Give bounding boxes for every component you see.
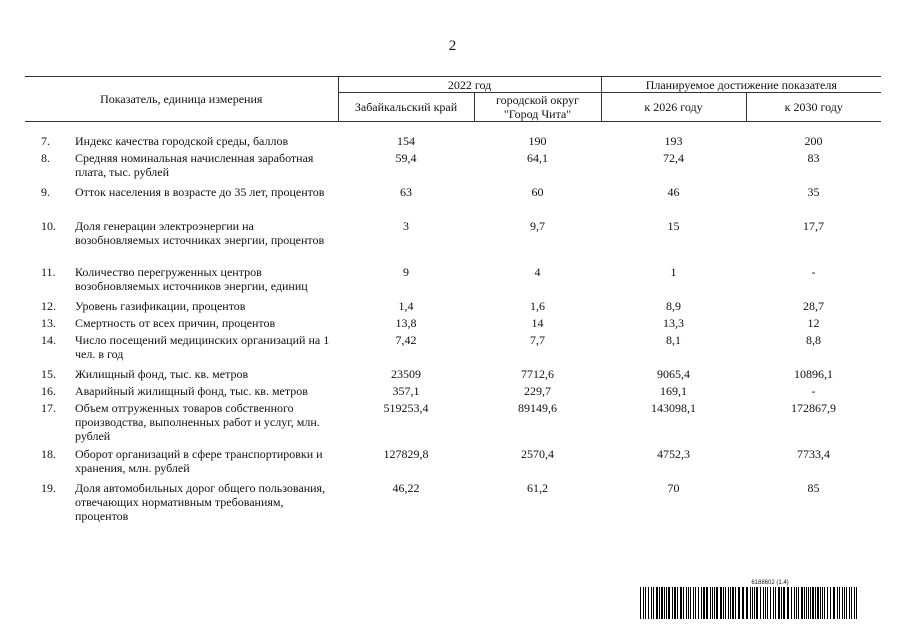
row-value-city: 2570,4 [521, 447, 555, 461]
row-value-2030: 28,7 [803, 299, 825, 313]
row-value-city: 1,6 [530, 299, 546, 313]
row-value-2030: 200 [804, 134, 823, 148]
indicators-table [25, 76, 881, 527]
row-value-2030: 83 [807, 151, 820, 165]
row-value-2030: 85 [807, 481, 820, 495]
table-row [25, 151, 881, 185]
row-value-2030: 17,7 [803, 219, 825, 233]
table-row [25, 367, 881, 384]
row-indicator-name: Число посещений медицинских организаций на 1 чел. в год [75, 333, 330, 361]
row-indicator-name: Аварийный жилищный фонд, тыс. кв. метров [75, 384, 308, 398]
row-value-city: 7,7 [530, 333, 546, 347]
row-value-region: 46,22 [392, 481, 420, 495]
row-value-2026: 9065,4 [657, 367, 691, 381]
barcode-block [640, 580, 860, 619]
row-indicator-name: Отток населения в возрасте до 35 лет, процентов [75, 185, 325, 199]
row-number: 17. [41, 401, 56, 415]
year-2026-column-header: к 2026 году [601, 93, 746, 122]
row-value-city: 4 [534, 265, 541, 279]
row-value-2030: 8,8 [806, 333, 822, 347]
row-value-2026: 46 [667, 185, 680, 199]
table-row [25, 384, 881, 401]
row-value-city: 64,1 [527, 151, 549, 165]
table-row [25, 185, 881, 219]
row-value-region: 9 [403, 265, 410, 279]
row-value-region: 23509 [391, 367, 422, 381]
table-row [25, 299, 881, 316]
row-value-region: 127829,8 [383, 447, 429, 461]
row-number: 14. [41, 333, 56, 347]
row-value-city: 9,7 [530, 219, 546, 233]
row-number: 13. [41, 316, 56, 330]
indicator-header: Показатель, единица измерения [25, 77, 338, 122]
region-column-header: Забайкальский край [338, 93, 474, 122]
row-value-2030: 35 [807, 185, 820, 199]
row-value-2026: 72,4 [663, 151, 685, 165]
table-row [25, 333, 881, 367]
barcode-image [640, 587, 860, 619]
row-value-region: 59,4 [395, 151, 417, 165]
row-value-2030: 10896,1 [794, 367, 834, 381]
row-value-region: 154 [397, 134, 416, 148]
row-value-region: 63 [400, 185, 413, 199]
page-number: 2 [448, 38, 457, 54]
row-indicator-name: Количество перегруженных центров возобновляемых источников энергии, единиц [75, 265, 308, 293]
row-value-2030: - [811, 265, 816, 279]
city-column-header: городской округ "Город Чита" [474, 93, 601, 122]
row-value-2026: 8,9 [666, 299, 682, 313]
row-value-2026: 4752,3 [657, 447, 691, 461]
row-value-city: 14 [531, 316, 544, 330]
barcode-caption: 6188602 (1.4) [751, 580, 789, 586]
planned-header: Планируемое достижение показателя [601, 77, 881, 93]
row-number: 11. [41, 265, 56, 279]
row-number: 19. [41, 481, 56, 495]
row-value-city: 60 [531, 185, 544, 199]
row-value-city: 190 [528, 134, 547, 148]
row-indicator-name: Смертность от всех причин, процентов [75, 316, 276, 330]
row-value-2026: 70 [667, 481, 680, 495]
row-indicator-name: Индекс качества городской среды, баллов [75, 134, 289, 148]
table-row [25, 134, 881, 151]
row-indicator-name: Доля генерации электроэнергии на возобновляемых источниках энергии, процентов [75, 219, 325, 247]
row-value-2030: 12 [807, 316, 820, 330]
row-value-2026: 13,3 [663, 316, 685, 330]
row-number: 16. [41, 384, 56, 398]
row-value-region: 3 [403, 219, 410, 233]
year-2022-header: 2022 год [338, 77, 601, 93]
row-number: 15. [41, 367, 56, 381]
row-indicator-name: Жилищный фонд, тыс. кв. метров [75, 367, 249, 381]
row-value-2026: 193 [664, 134, 683, 148]
row-indicator-name: Уровень газификации, процентов [75, 299, 246, 313]
row-number: 9. [41, 185, 50, 199]
table-row [25, 481, 881, 527]
row-value-2030: 7733,4 [797, 447, 831, 461]
row-number: 18. [41, 447, 56, 461]
row-value-region: 519253,4 [383, 401, 429, 415]
row-value-city: 61,2 [527, 481, 549, 495]
row-value-region: 1,4 [398, 299, 414, 313]
row-value-city: 7712,6 [521, 367, 555, 381]
table-row [25, 265, 881, 299]
row-value-2026: 8,1 [666, 333, 682, 347]
row-value-region: 357,1 [392, 384, 420, 398]
row-value-2026: 1 [670, 265, 677, 279]
table-row [25, 316, 881, 333]
year-2030-column-header: к 2030 году [746, 93, 881, 122]
row-number: 12. [41, 299, 56, 313]
row-number: 8. [41, 151, 50, 165]
row-value-2030: 172867,9 [791, 401, 837, 415]
row-value-2030: - [811, 384, 816, 398]
row-value-2026: 169,1 [660, 384, 688, 398]
row-indicator-name: Средняя номинальная начисленная заработная плата, тыс. рублей [75, 151, 314, 179]
row-indicator-name: Объем отгруженных товаров собственного производства, выполненных работ и услуг, млн. рублей [75, 401, 320, 443]
row-value-city: 89149,6 [518, 401, 558, 415]
row-value-city: 229,7 [524, 384, 552, 398]
table-row [25, 219, 881, 265]
table-row [25, 401, 881, 447]
row-value-region: 13,8 [395, 316, 417, 330]
row-number: 7. [41, 134, 50, 148]
row-value-2026: 15 [667, 219, 680, 233]
row-indicator-name: Доля автомобильных дорог общего пользования, отвечающих нормативным требованиям, процентов [75, 481, 326, 523]
row-value-region: 7,42 [395, 333, 417, 347]
row-value-2026: 143098,1 [651, 401, 697, 415]
row-number: 10. [41, 219, 56, 233]
table-row [25, 447, 881, 481]
row-indicator-name: Оборот организаций в сфере транспортировки и хранения, млн. рублей [75, 447, 323, 475]
